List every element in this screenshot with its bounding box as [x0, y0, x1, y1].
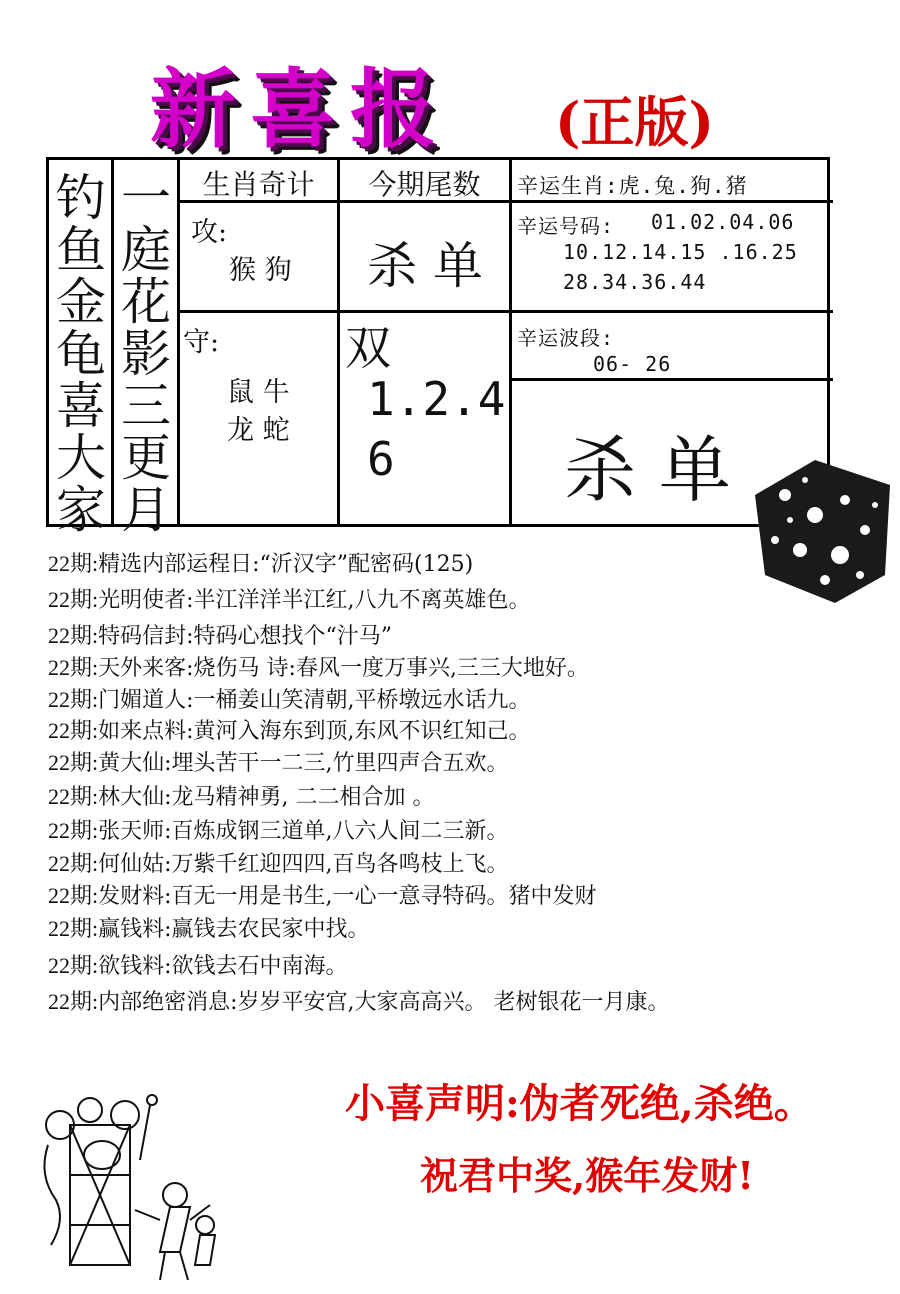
list-item: 22期:特码信封:特码心想找个“汁马” — [48, 623, 393, 649]
tail-kill: 杀 单 — [367, 237, 483, 295]
tail-numbers-2: 6 — [367, 432, 395, 486]
list-item: 22期:如来点料:黄河入海东到顶,东风不识红知己。 — [48, 718, 531, 744]
lucky-numbers-2: 10.12.14.15 .16.25 — [563, 240, 798, 264]
list-item: 22期:光明使者:半江洋洋半江红,八九不离英雄色。 — [48, 587, 531, 613]
list-item: 22期:门媚道人:一桶姜山笑清朝,平桥墩远水话九。 — [48, 687, 531, 713]
main-grid — [46, 157, 830, 539]
big-kill: 杀 单 — [564, 428, 731, 512]
attack-label: 攻: — [191, 217, 228, 248]
attack-value: 猴 狗 — [229, 255, 292, 286]
tail-header: 今期尾数 — [368, 168, 481, 201]
list-item: 22期:何仙姑:万紫千红迎四四,百鸟各鸣枝上飞。 — [48, 851, 509, 877]
lucky-wave-label: 辛运波段: — [517, 326, 615, 350]
list-item: 22期:赢钱料:赢钱去农民家中找。 — [48, 916, 370, 942]
list-item: 22期:发财料:百无一用是书生,一心一意寻特码。猪中发财 — [48, 883, 597, 909]
lucky-zodiac: 辛运生肖:虎.兔.狗.猪 — [517, 174, 748, 198]
list-item: 22期:林大仙:龙马精神勇, 二二相合加 。 — [48, 784, 435, 810]
lucky-numbers-1: 01.02.04.06 — [651, 210, 795, 234]
defend-line-2: 龙 蛇 — [227, 415, 290, 446]
defend-line-1: 鼠 牛 — [227, 377, 290, 408]
vertical-slogan-1: 钓鱼金龟喜大家 — [56, 169, 106, 539]
list-item: 22期:黄大仙:埋头苦干一二三,竹里四声合五欢。 — [48, 750, 509, 776]
defend-label: 守: — [183, 327, 220, 358]
wish-text: 祝君中奖,猴年发财! — [420, 1153, 754, 1198]
zodiac-header: 生肖奇计 — [202, 168, 315, 201]
seal-stamp-icon — [745, 455, 895, 605]
declaration-text: 小喜声明:伪者死绝,杀绝。 — [345, 1080, 814, 1127]
lucky-wave-value: 06- 26 — [593, 352, 672, 376]
gardening-illustration-icon — [30, 1085, 240, 1285]
lucky-numbers-3: 28.34.36.44 — [563, 270, 707, 294]
page-title: 新喜报 — [150, 59, 450, 160]
list-item: 22期:精选内部运程日:“沂汉字”配密码(125) — [48, 551, 474, 577]
list-item: 22期:内部绝密消息:岁岁平安宫,大家高高兴。 老树银花一月康。 — [48, 989, 670, 1015]
vertical-slogan-2: 一庭花影三更月 — [121, 169, 171, 539]
lucky-numbers-label: 辛运号码: — [517, 214, 615, 238]
tail-numbers-1: 1.2.4 — [367, 372, 506, 426]
list-item: 22期:欲钱料:欲钱去石中南海。 — [48, 953, 348, 979]
list-item: 22期:张天师:百炼成钢三道单,八六人间二三新。 — [48, 818, 509, 844]
list-item: 22期:天外来客:烧伤马 诗:春风一度万事兴,三三大地好。 — [48, 655, 589, 681]
edition-label: (正版) — [555, 90, 715, 154]
tail-double: 双 — [345, 321, 391, 375]
